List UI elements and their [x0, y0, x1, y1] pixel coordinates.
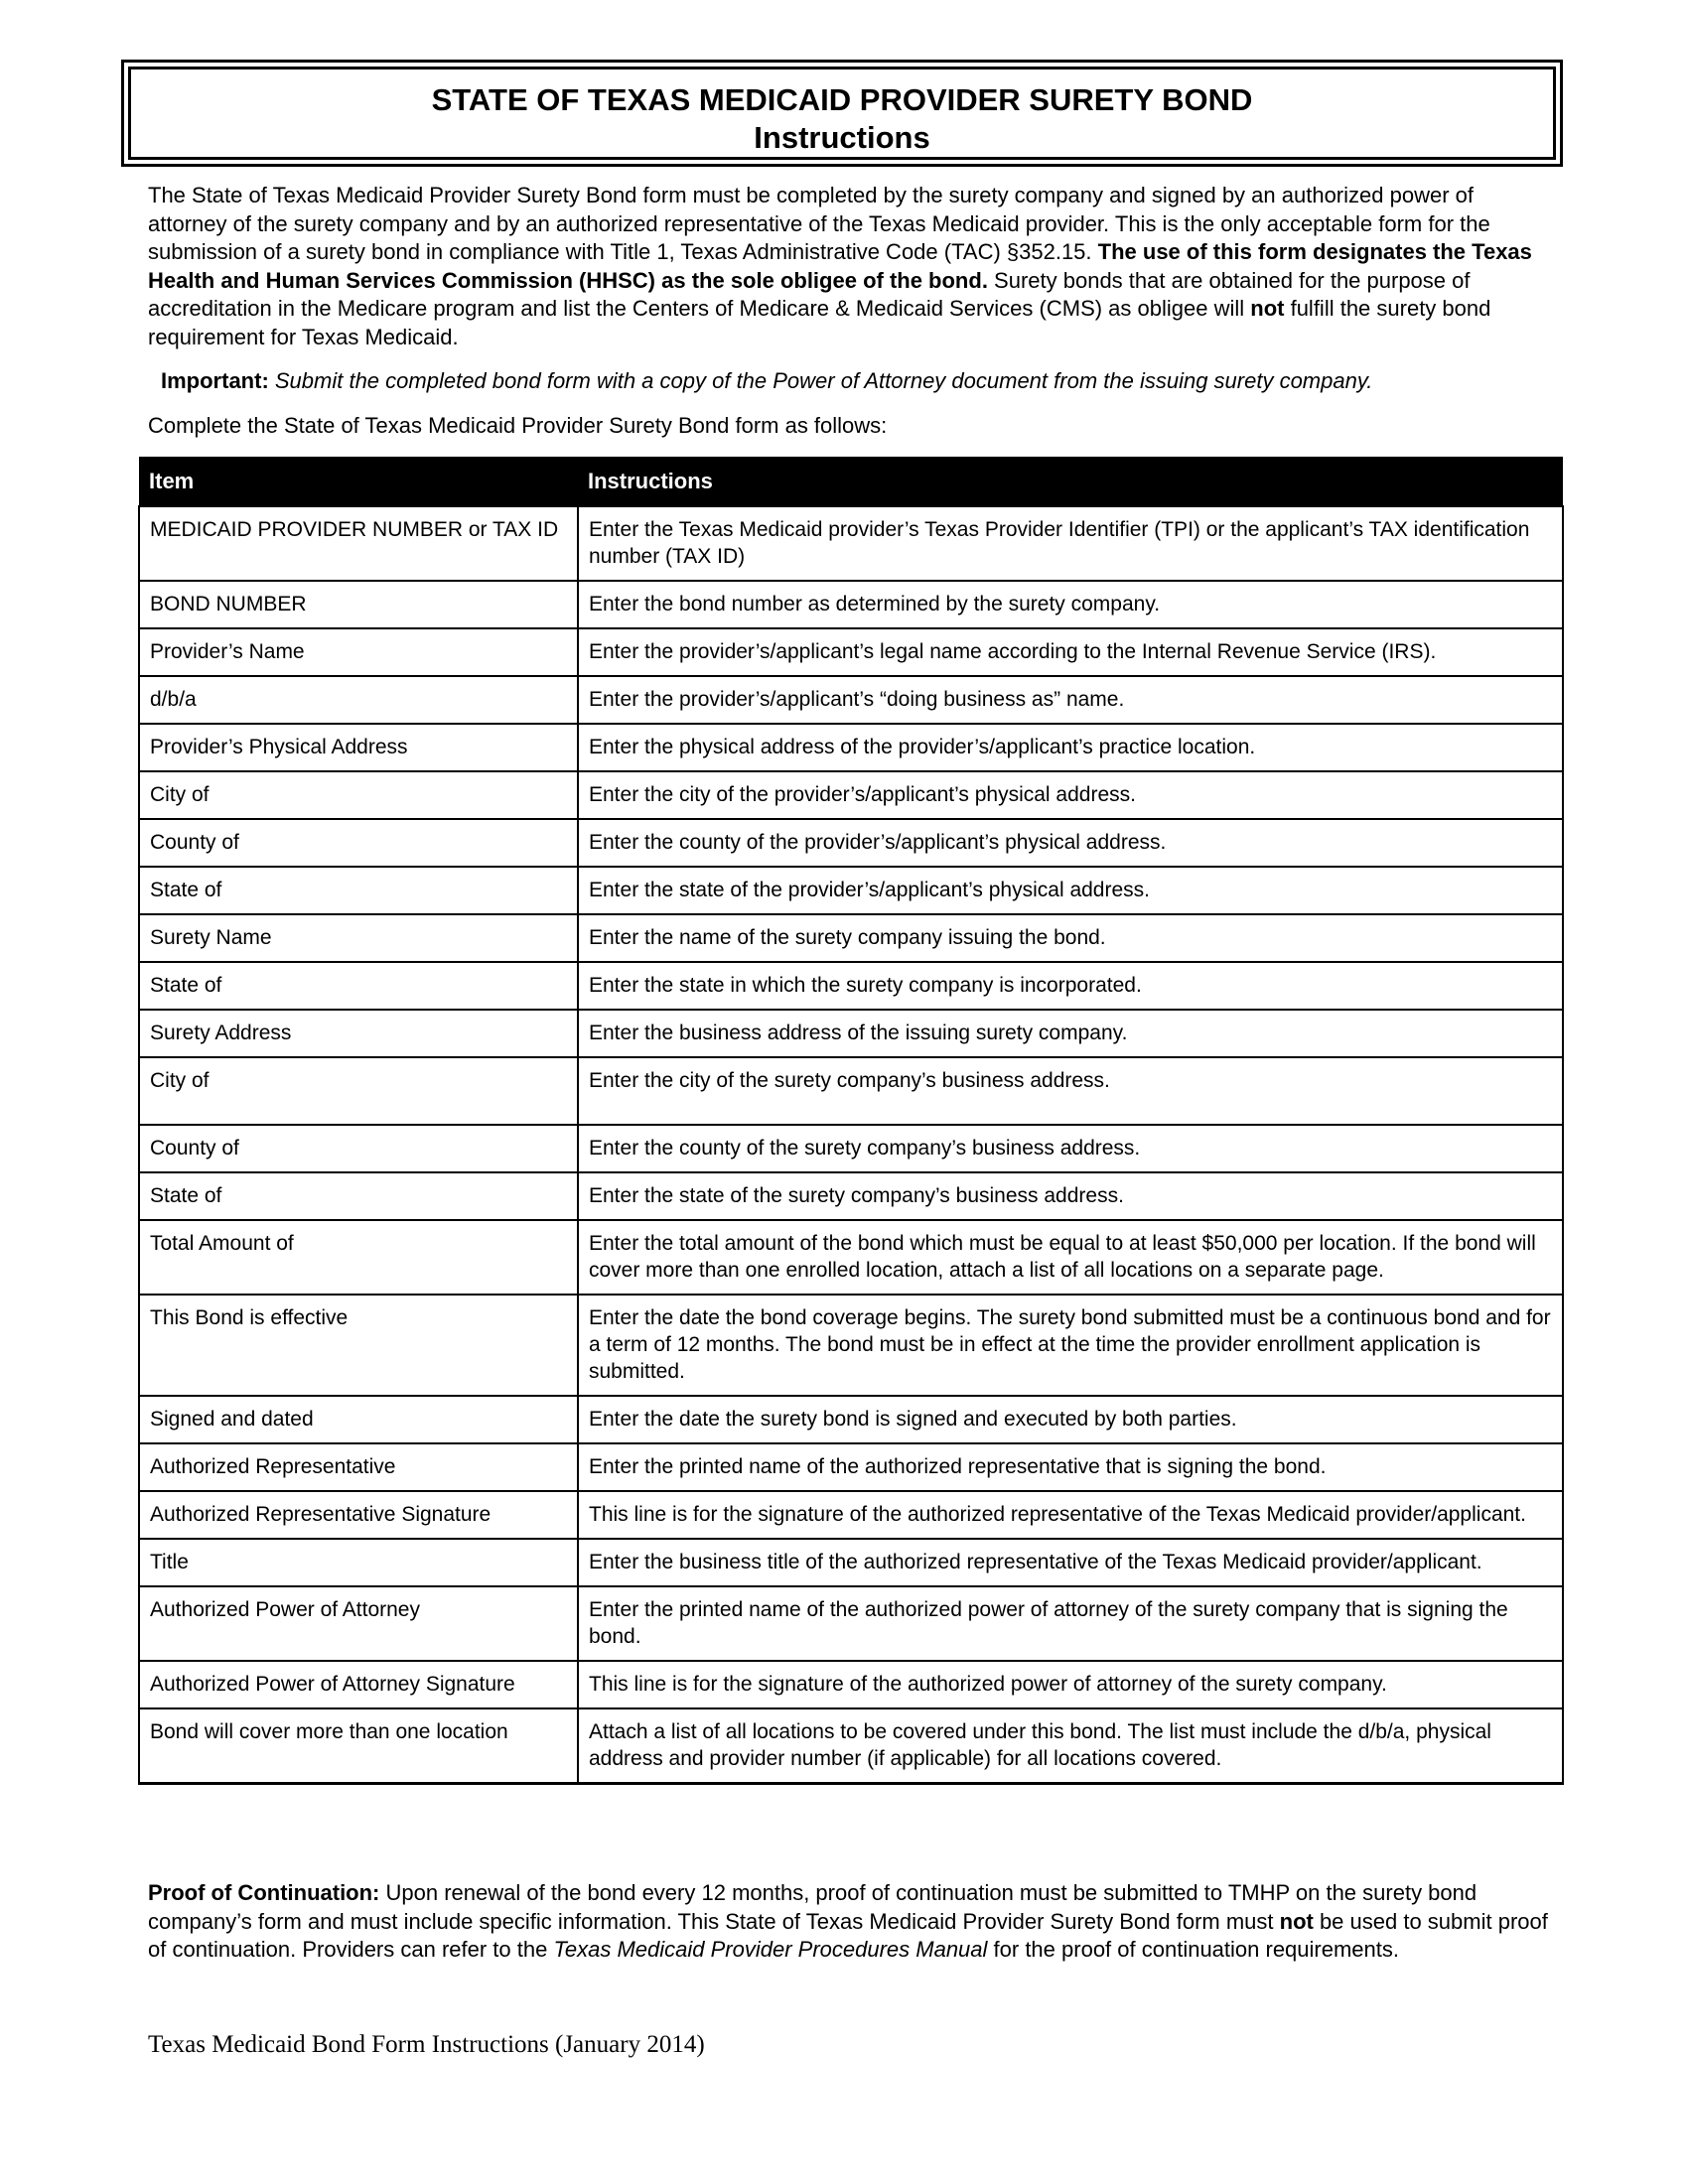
- proof-text: Upon renewal of the bond every 12 months, proof of continuation must be submitted to TMHP on the surety bond company’s form and must include specific information. This State of Texas Medicaid Provider Surety Bond form must: [148, 1880, 1477, 1934]
- item-cell: MEDICAID PROVIDER NUMBER or TAX ID: [139, 506, 578, 581]
- proof-text-2: be used to submit proof of continuation. Providers can refer to the: [148, 1908, 1548, 1962]
- intro-bold-not: not: [1250, 296, 1285, 321]
- table-row: [139, 581, 1563, 628]
- table-row: [139, 962, 1563, 1010]
- title-box-inner: [128, 67, 1556, 160]
- table-row: [139, 506, 1563, 581]
- page-footer: Texas Medicaid Bond Form Instructions (January 2014): [148, 2031, 705, 2058]
- manual-title: Texas Medicaid Provider Procedures Manual: [553, 1937, 988, 1962]
- important-label: Important:: [161, 368, 269, 393]
- table-row: [139, 1057, 1563, 1125]
- table-row: [139, 914, 1563, 962]
- table-row: [139, 676, 1563, 724]
- intro-bold-text: The use of this form designates the Texas Health and Human Services Commission (HHSC) as the sole obligee of the bond.: [148, 239, 1532, 293]
- item-cell: Signed and dated: [139, 1396, 578, 1443]
- item-cell: City of: [139, 771, 578, 819]
- table-row: [139, 1396, 1563, 1443]
- title-box: [121, 60, 1563, 167]
- table-row: [139, 1172, 1563, 1220]
- instruction-cell: Enter the date the surety bond is signed and executed by both parties.: [578, 1396, 1563, 1443]
- important-text: Submit the completed bond form with a copy of the Power of Attorney document from the issuing surety company.: [268, 368, 1373, 393]
- table-row: [139, 1586, 1563, 1661]
- item-cell: City of: [139, 1057, 578, 1125]
- item-cell: Surety Address: [139, 1010, 578, 1057]
- instruction-cell: Enter the city of the provider’s/applicant’s physical address.: [578, 771, 1563, 819]
- item-cell: Surety Name: [139, 914, 578, 962]
- item-cell: BOND NUMBER: [139, 581, 578, 628]
- table-row: [139, 1010, 1563, 1057]
- instruction-cell: Enter the county of the provider’s/applicant’s physical address.: [578, 819, 1563, 867]
- important-note: [161, 367, 1571, 396]
- page-subtitle: Instructions: [754, 120, 930, 155]
- instruction-cell: Enter the provider’s/applicant’s legal name according to the Internal Revenue Service (IRS).: [578, 628, 1563, 676]
- item-cell: County of: [139, 819, 578, 867]
- item-cell: d/b/a: [139, 676, 578, 724]
- instruction-cell: This line is for the signature of the authorized representative of the Texas Medicaid provider/applicant.: [578, 1491, 1563, 1539]
- table-row: [139, 1661, 1563, 1708]
- instruction-cell: Enter the state in which the surety company is incorporated.: [578, 962, 1563, 1010]
- table-row: [139, 628, 1563, 676]
- complete-instructions-text: Complete the State of Texas Medicaid Provider Surety Bond form as follows:: [148, 413, 888, 438]
- instruction-cell: Enter the physical address of the provider’s/applicant’s practice location.: [578, 724, 1563, 771]
- intro-text-2: Surety bonds that are obtained for the purpose of accreditation in the Medicare program and list the Centers of Medicare & Medicaid Services (CMS) as obligee will: [148, 267, 1471, 321]
- instruction-cell: Enter the name of the surety company issuing the bond.: [578, 914, 1563, 962]
- instruction-cell: Enter the date the bond coverage begins. The surety bond submitted must be a continuous bond and for a term of 12 months. The bond must be in effect at the time the provider enrollment application is submitted.: [578, 1295, 1563, 1396]
- item-cell: State of: [139, 962, 578, 1010]
- instruction-cell: Enter the printed name of the authorized representative that is signing the bond.: [578, 1443, 1563, 1491]
- proof-bold-not: not: [1279, 1908, 1314, 1934]
- instruction-cell: Enter the state of the surety company’s business address.: [578, 1172, 1563, 1220]
- table-row: [139, 1491, 1563, 1539]
- column-header-instructions: Instructions: [578, 457, 1563, 506]
- intro-paragraph: [148, 182, 1558, 351]
- column-header-item: Item: [139, 457, 578, 506]
- page-title: STATE OF TEXAS MEDICAID PROVIDER SURETY BOND: [431, 82, 1253, 117]
- intro-text-3: fulfill the surety bond requirement for Texas Medicaid.: [148, 296, 1491, 349]
- instruction-cell: This line is for the signature of the authorized power of attorney of the surety company.: [578, 1661, 1563, 1708]
- item-cell: Bond will cover more than one location: [139, 1708, 578, 1784]
- proof-label: Proof of Continuation:: [148, 1880, 380, 1905]
- instruction-cell: Enter the business address of the issuing surety company.: [578, 1010, 1563, 1057]
- item-cell: Title: [139, 1539, 578, 1586]
- instruction-cell: Enter the state of the provider’s/applicant’s physical address.: [578, 867, 1563, 914]
- item-cell: State of: [139, 1172, 578, 1220]
- instruction-cell: Attach a list of all locations to be covered under this bond. The list must include the d/b/a, physical address and provider number (if applicable) for all locations covered.: [578, 1708, 1563, 1784]
- proof-of-continuation-paragraph: [148, 1879, 1558, 1965]
- item-cell: This Bond is effective: [139, 1295, 578, 1396]
- instruction-cell: Enter the city of the surety company’s business address.: [578, 1057, 1563, 1125]
- item-cell: Provider’s Physical Address: [139, 724, 578, 771]
- table-row: [139, 867, 1563, 914]
- table-row: [139, 724, 1563, 771]
- table-header-row: [139, 457, 1563, 506]
- instruction-cell: Enter the Texas Medicaid provider’s Texas Provider Identifier (TPI) or the applicant’s TAX identification number (TAX ID): [578, 506, 1563, 581]
- instruction-cell: Enter the provider’s/applicant’s “doing business as” name.: [578, 676, 1563, 724]
- item-cell: Authorized Power of Attorney Signature: [139, 1661, 578, 1708]
- item-cell: Total Amount of: [139, 1220, 578, 1295]
- instruction-cell: Enter the bond number as determined by the surety company.: [578, 581, 1563, 628]
- item-cell: Authorized Power of Attorney: [139, 1586, 578, 1661]
- item-cell: County of: [139, 1125, 578, 1172]
- item-cell: Authorized Representative Signature: [139, 1491, 578, 1539]
- item-cell: Provider’s Name: [139, 628, 578, 676]
- item-cell: Authorized Representative: [139, 1443, 578, 1491]
- table-row: [139, 1708, 1563, 1784]
- table-row: [139, 1220, 1563, 1295]
- table-row: [139, 1295, 1563, 1396]
- table-row: [139, 1125, 1563, 1172]
- instruction-cell: Enter the printed name of the authorized power of attorney of the surety company that is signing the bond.: [578, 1586, 1563, 1661]
- proof-text-3: for the proof of continuation requirements.: [987, 1937, 1399, 1962]
- item-cell: State of: [139, 867, 578, 914]
- table-row: [139, 819, 1563, 867]
- instructions-table: [138, 457, 1564, 1785]
- instruction-cell: Enter the county of the surety company’s business address.: [578, 1125, 1563, 1172]
- table-row: [139, 771, 1563, 819]
- instruction-cell: Enter the total amount of the bond which must be equal to at least $50,000 per location. If the bond will cover more than one enrolled location, attach a list of all locations on a separate page.: [578, 1220, 1563, 1295]
- table-row: [139, 1539, 1563, 1586]
- instruction-cell: Enter the business title of the authorized representative of the Texas Medicaid provider/applicant.: [578, 1539, 1563, 1586]
- intro-text: The State of Texas Medicaid Provider Surety Bond form must be completed by the surety company and signed by an authorized power of attorney of the surety company and by an authorized representative of the Texas Medicaid provider. This is the only acceptable form for the submission of a surety bond in compliance with Title 1, Texas Administrative Code (TAC) §352.15.: [148, 183, 1490, 264]
- table-row: [139, 1443, 1563, 1491]
